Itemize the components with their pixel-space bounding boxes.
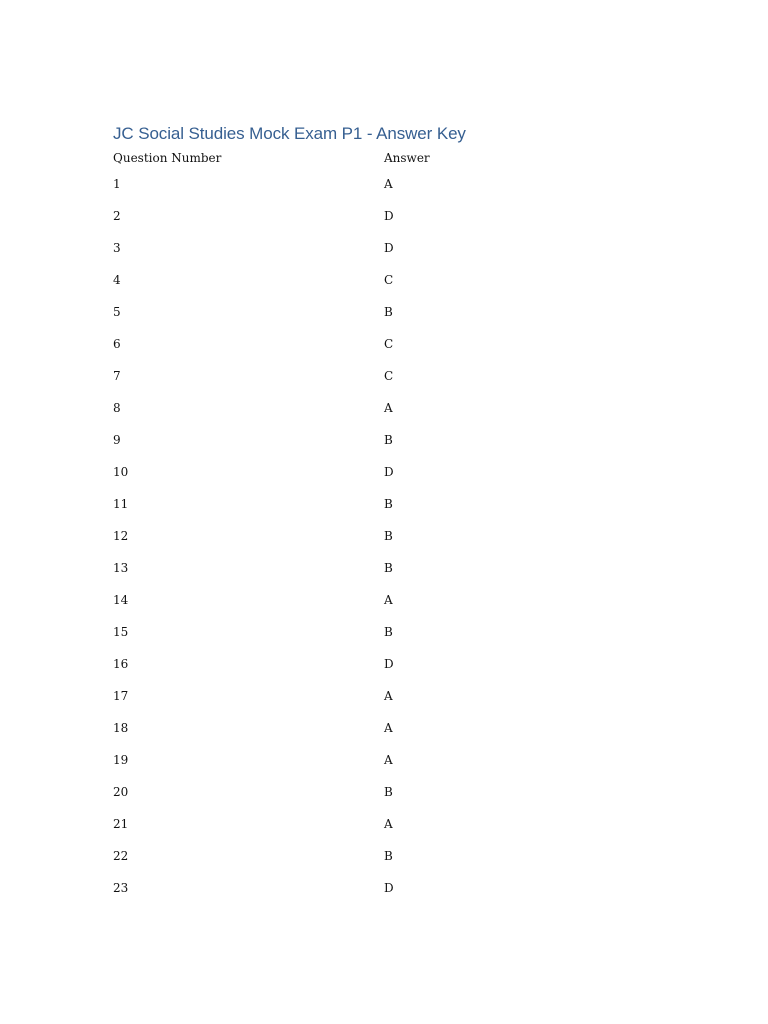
- answer-cell: A: [384, 689, 393, 703]
- answer-cell: C: [384, 369, 394, 383]
- table-row: [113, 648, 513, 680]
- answer-cell: B: [384, 561, 393, 575]
- table-row: [113, 744, 513, 776]
- table-header: [113, 148, 513, 168]
- answer-cell: D: [384, 209, 394, 223]
- question-number-cell: 4: [113, 273, 121, 287]
- answer-cell: D: [384, 881, 394, 895]
- answer-cell: A: [384, 753, 393, 767]
- table-row: [113, 392, 513, 424]
- question-number-cell: 21: [113, 817, 129, 831]
- table-row: [113, 840, 513, 872]
- question-number-cell: 5: [113, 305, 121, 319]
- answer-cell: C: [384, 337, 394, 351]
- question-number-cell: 2: [113, 209, 121, 223]
- question-number-cell: 22: [113, 849, 129, 863]
- table-row: [113, 264, 513, 296]
- header-question-number: Question Number: [113, 151, 222, 165]
- table-row: [113, 232, 513, 264]
- answer-cell: B: [384, 497, 393, 511]
- header-answer: Answer: [384, 151, 430, 165]
- question-number-cell: 3: [113, 241, 121, 255]
- answer-cell: D: [384, 657, 394, 671]
- question-number-cell: 8: [113, 401, 121, 415]
- answer-cell: A: [384, 721, 393, 735]
- question-number-cell: 6: [113, 337, 121, 351]
- question-number-cell: 14: [113, 593, 129, 607]
- table-body: [113, 168, 513, 904]
- question-number-cell: 7: [113, 369, 121, 383]
- table-row: [113, 488, 513, 520]
- question-number-cell: 16: [113, 657, 129, 671]
- table-row: [113, 872, 513, 904]
- answer-cell: B: [384, 625, 393, 639]
- answer-cell: A: [384, 593, 393, 607]
- answer-cell: D: [384, 465, 394, 479]
- answer-key-table: [113, 148, 513, 904]
- question-number-cell: 20: [113, 785, 129, 799]
- question-number-cell: 10: [113, 465, 129, 479]
- question-number-cell: 9: [113, 433, 121, 447]
- table-row: [113, 360, 513, 392]
- table-row: [113, 808, 513, 840]
- answer-cell: D: [384, 241, 394, 255]
- answer-cell: B: [384, 785, 393, 799]
- answer-cell: B: [384, 305, 393, 319]
- table-row: [113, 616, 513, 648]
- question-number-cell: 11: [113, 497, 129, 511]
- answer-cell: A: [384, 817, 393, 831]
- table-row: [113, 200, 513, 232]
- table-row: [113, 680, 513, 712]
- table-row: [113, 456, 513, 488]
- document-title: JC Social Studies Mock Exam P1 - Answer Key: [113, 124, 466, 143]
- answer-cell: B: [384, 849, 393, 863]
- answer-cell: A: [384, 177, 393, 191]
- question-number-cell: 23: [113, 881, 129, 895]
- question-number-cell: 15: [113, 625, 129, 639]
- table-header-row: [113, 148, 513, 168]
- answer-cell: B: [384, 433, 393, 447]
- table-row: [113, 424, 513, 456]
- table-row: [113, 296, 513, 328]
- table-row: [113, 712, 513, 744]
- question-number-cell: 12: [113, 529, 129, 543]
- table-row: [113, 776, 513, 808]
- table-row: [113, 168, 513, 200]
- question-number-cell: 13: [113, 561, 129, 575]
- table-row: [113, 328, 513, 360]
- question-number-cell: 17: [113, 689, 129, 703]
- answer-cell: C: [384, 273, 394, 287]
- question-number-cell: 18: [113, 721, 129, 735]
- question-number-cell: 19: [113, 753, 129, 767]
- answer-cell: A: [384, 401, 393, 415]
- table-row: [113, 552, 513, 584]
- table-row: [113, 520, 513, 552]
- answer-cell: B: [384, 529, 393, 543]
- question-number-cell: 1: [113, 177, 121, 191]
- table-row: [113, 584, 513, 616]
